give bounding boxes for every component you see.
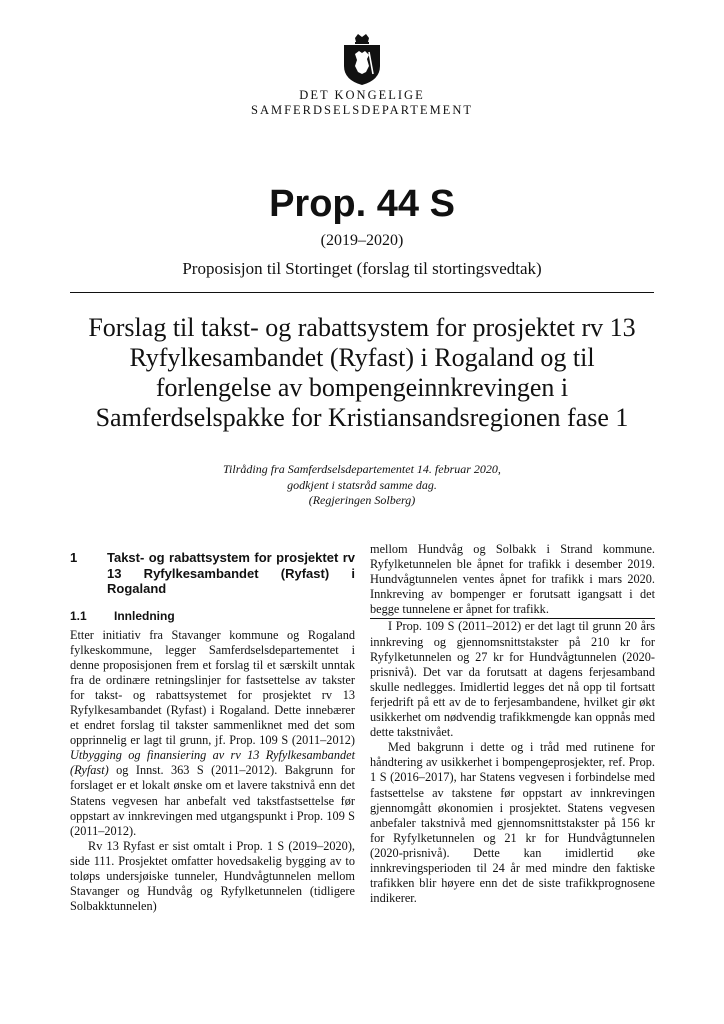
section-heading-1 — [70, 550, 355, 597]
section-number: 1 — [70, 550, 78, 565]
document-title — [60, 313, 664, 433]
recommendation-line: godkjent i statsråd samme dag. — [287, 477, 437, 492]
title-line: Samferdselspakke for Kristiansandsregionen fase 1 — [95, 403, 629, 432]
subsection-title: Innledning — [114, 608, 175, 623]
proposition-subtitle: Proposisjon til Stortinget (forslag til stortingsvedtak) — [182, 259, 542, 278]
paragraph-text: Etter initiativ fra Stavanger kommune og Rogaland fylkeskommune, legger Samferdselsdepartementet i denne proposisjonen frem et forslag til et særskilt unntak fra de ordinære retningslinjer for fastsettelse av takster for takst- og rabattsystemet for prosjektet rv 13 Ryfylkesambandet (Ryfast) i Rogaland. Dette innebærer et endret forslag til takster sammenliknet med det som opprinnelig er lagt til grunn, jf. Prop. 109 S (2011–2012) — [70, 627, 355, 748]
norwegian-coat-of-arms-icon — [340, 34, 384, 86]
recommendation-line: Tilråding fra Samferdselsdepartementet 14. februar 2020, — [223, 462, 501, 476]
header-divider — [70, 292, 654, 293]
section-title: Takst- og rabattsystem for prosjektet rv 13 Ryfylkesambandet (Ryfast) i Rogaland — [107, 550, 355, 596]
title-line: Forslag til takst- og rabattsystem for prosjektet rv 13 — [88, 313, 636, 342]
right-column — [370, 542, 655, 906]
title-line: Ryfylkesambandet (Ryfast) i Rogaland og til — [129, 343, 595, 372]
proposition-title: Prop. 44 S — [269, 183, 455, 225]
ministry-name-line2: SAMFERDSELSDEPARTEMENT — [251, 103, 473, 117]
subsection-number: 1.1 — [70, 608, 87, 623]
paragraph: Rv 13 Ryfast er sist omtalt i Prop. 1 S (2019–2020), side 111. Prosjektet omfatter hovedsakelig bygging av to toløps undersjøiske tunneler, Hundvågtunnelen mellom Stavanger og Hundvåg og Ryfylketunnelen (tidligere Solbakktunnelen) — [70, 838, 355, 914]
recommendation-block — [0, 462, 724, 509]
paragraph: mellom Hundvåg og Solbakk i Strand kommune. Ryfylketunnelen ble åpnet for trafikk i desember 2019. Hundvågtunnelen ventes åpnet for trafikk i mars 2020. Innkreving av bompenger er forutsatt igangsatt i det begge tunnelene er åpnet for trafikk. — [370, 542, 655, 619]
publication-title: Utbygging og finansiering av rv 13 Ryfylkesambandet (Ryfast) — [70, 748, 355, 778]
paragraph: Med bakgrunn i dette og i tråd med rutinene for håndtering av usikkerhet i bompengeprosjekter, ref. Prop. 1 S (2016–2017), har Statens vegvesen i forbindelse med fastsettelse av takstene før oppstart av innkrevingen gjennomgått økonomien i prosjektet. Statens vegvesen anbefaler takstnivå med gjennomsnittstakster på 156 kr for Ryfylketunnelen og 21 kr for Hundvågtunnelen (2020-prisnivå). Dette kan imidlertid øke innkrevingsperioden til 24 år med mindre den faktiske trafikken blir høyere enn det de siste trafikkprognosene indikerer. — [370, 740, 655, 906]
ministry-name-line1: DET KONGELIGE — [299, 88, 425, 102]
paragraph-text: og Innst. 363 S (2011–2012). Bakgrunn for forslaget er et lokalt ønske om et lavere takstnivå enn det Statens vegvesen har anbefalt ved takstfastsettelse før oppstart av innkrevingen med utgangspunkt i Prop. 109 S (2011–2012). — [70, 763, 355, 838]
left-column — [70, 550, 355, 914]
section-heading-1-1 — [70, 609, 355, 624]
title-line: forlengelse av bompengeinnkrevingen i — [155, 373, 569, 402]
recommendation-line: (Regjeringen Solberg) — [308, 493, 416, 507]
paragraph — [70, 628, 355, 839]
paragraph: I Prop. 109 S (2011–2012) er det lagt til grunn 20 års innkreving og gjennomsnittstakster på 210 kr for Ryfylketunnelen og 27 kr for Hundvågtunnelen (2020-prisnivå). Det var da forutsatt at dagens ferjesamband skulle nedlegges. Imidlertid legges det nå opp til fortsatt ferjedrift på ett av de to ferjesambandene, hvilket gir økt usikkerhet om nødvendig trafikkmengde kan oppnås med dette takstnivået. — [370, 619, 655, 740]
session-years: (2019–2020) — [320, 232, 404, 249]
